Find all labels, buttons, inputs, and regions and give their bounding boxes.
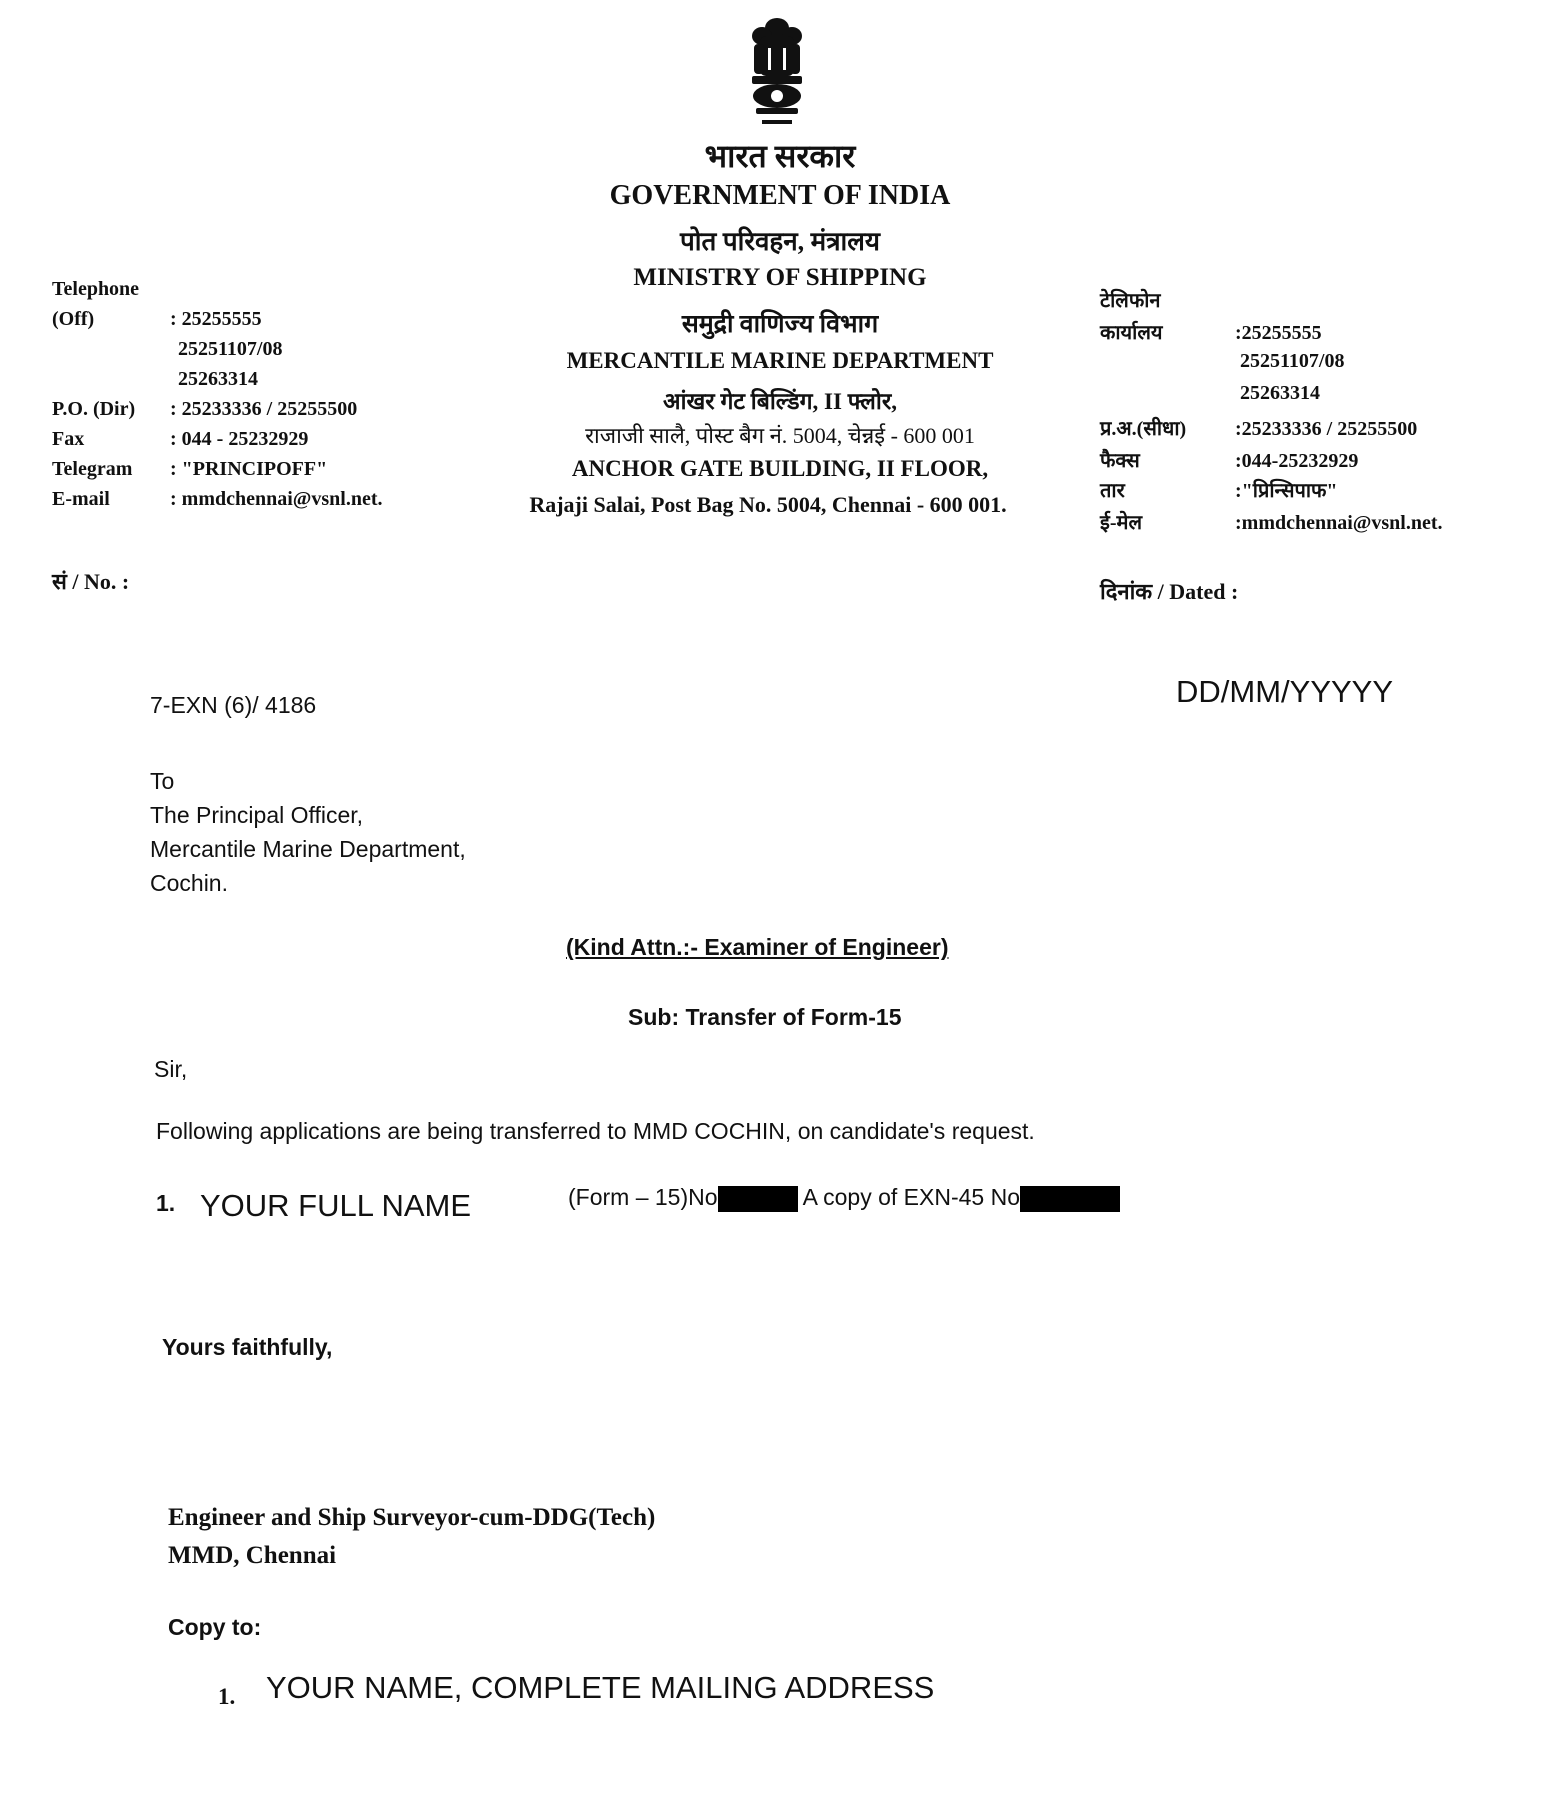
right-telegram-row [1100,476,1338,503]
addressee-line-1: The Principal Officer, [150,802,364,828]
addressee-line-3: Cochin. [150,870,228,896]
right-email-row [1100,508,1443,535]
signatory-title: Engineer and Ship Surveyor-cum-DDG(Tech) [168,1504,656,1531]
right-fax-value: :044-25232929 [1235,450,1359,472]
right-office-2: 25251107/08 [1240,350,1345,372]
left-telegram-value: : "PRINCIPOFF" [170,458,328,480]
header-ministry-of-shipping: MINISTRY OF SHIPPING [633,264,927,291]
header-mercantile-marine-department: MERCANTILE MARINE DEPARTMENT [566,348,994,373]
copy-item-address: YOUR NAME, COMPLETE MAILING ADDRESS [266,1670,935,1705]
right-email-label: ई-मेल [1100,512,1143,534]
header-government-of-india: GOVERNMENT OF INDIA [609,180,951,211]
left-fax-value: : 044 - 25232929 [170,428,309,450]
left-fax-label: Fax [52,428,85,450]
left-po-label: P.O. (Dir) [52,398,136,420]
header-address: Rajaji Salai, Post Bag No. 5004, Chennai - 600 001. [529,492,1007,517]
left-office-row [52,308,262,331]
redaction-box [1020,1186,1120,1212]
left-email-value: : mmdchennai@vsnl.net. [170,488,383,510]
left-telephone-label: Telephone [52,278,140,300]
right-telephone-label: टेलिफोन [1100,290,1161,312]
to-label: To [150,768,175,794]
left-off-label: (Off) [52,308,95,330]
right-email-value: :mmdchennai@vsnl.net. [1235,512,1443,534]
body-paragraph: Following applications are being transferred to MMD COCHIN, on candidate's request. [156,1118,1035,1144]
kind-attention: (Kind Attn.:- Examiner of Engineer) [566,934,949,960]
right-po-label: प्र.अ.(सीधा) [1100,418,1187,440]
left-off-2: 25251107/08 [178,338,283,360]
right-office-3: 25263314 [1240,382,1320,404]
dated-label: दिनांक / Dated : [1100,579,1239,604]
header-hindi-govt: भारत सरकार [704,138,856,174]
right-po-value: :25233336 / 25255500 [1235,418,1418,440]
left-off-3: 25263314 [178,368,258,390]
item-form-label: (Form – 15)No [568,1184,718,1210]
number-label: सं / No. : [52,569,130,594]
redaction-box [718,1186,798,1212]
addressee-line-2: Mercantile Marine Department, [150,836,466,862]
left-telegram-row [52,458,327,481]
item-full-name: YOUR FULL NAME [200,1188,472,1223]
header-hindi-ministry: पोत परिवहन, मंत्रालय [680,227,880,256]
right-po-row [1100,414,1417,441]
left-po-row [52,398,357,421]
item-form-details [568,1184,1120,1212]
left-email-label: E-mail [52,488,110,510]
left-off-1: : 25255555 [170,308,262,330]
copy-to-label: Copy to: [168,1614,262,1640]
right-office-1: :25255555 [1235,322,1322,344]
right-fax-label: फैक्स [1100,450,1140,472]
date-placeholder: DD/MM/YYYYY [1176,674,1394,709]
reference-number: 7-EXN (6)/ 4186 [150,692,317,718]
left-fax-row [52,428,308,451]
closing: Yours faithfully, [162,1334,333,1360]
right-telegram-value: :"प्रिन्सिपाफ" [1235,480,1338,502]
left-telegram-label: Telegram [52,458,133,480]
header-anchor-gate-building: ANCHOR GATE BUILDING, II FLOOR, [571,456,989,481]
item-number: 1. [156,1190,176,1216]
left-email-row [52,488,383,511]
right-fax-row [1100,446,1358,473]
right-telegram-label: तार [1100,480,1125,502]
signatory-office: MMD, Chennai [168,1542,337,1569]
left-po-value: : 25233336 / 25255500 [170,398,358,420]
header-hindi-department: समुद्री वाणिज्य विभाग [681,311,879,338]
subject-line: Sub: Transfer of Form-15 [628,1004,902,1030]
state-emblem-icon [732,14,822,134]
right-office-label: कार्यालय [1100,322,1163,344]
right-office-row [1100,318,1322,345]
copy-item-number: 1. [218,1684,236,1709]
salutation: Sir, [154,1056,188,1082]
header-hindi-address: राजाजी सालै, पोस्ट बैग नं. 5004, चेन्नई - 600 001 [585,423,975,448]
header-hindi-building: आंखर गेट बिल्डिंग, II फ्लोर, [662,389,898,414]
item-copy-label: A copy of EXN-45 No [802,1184,1021,1210]
